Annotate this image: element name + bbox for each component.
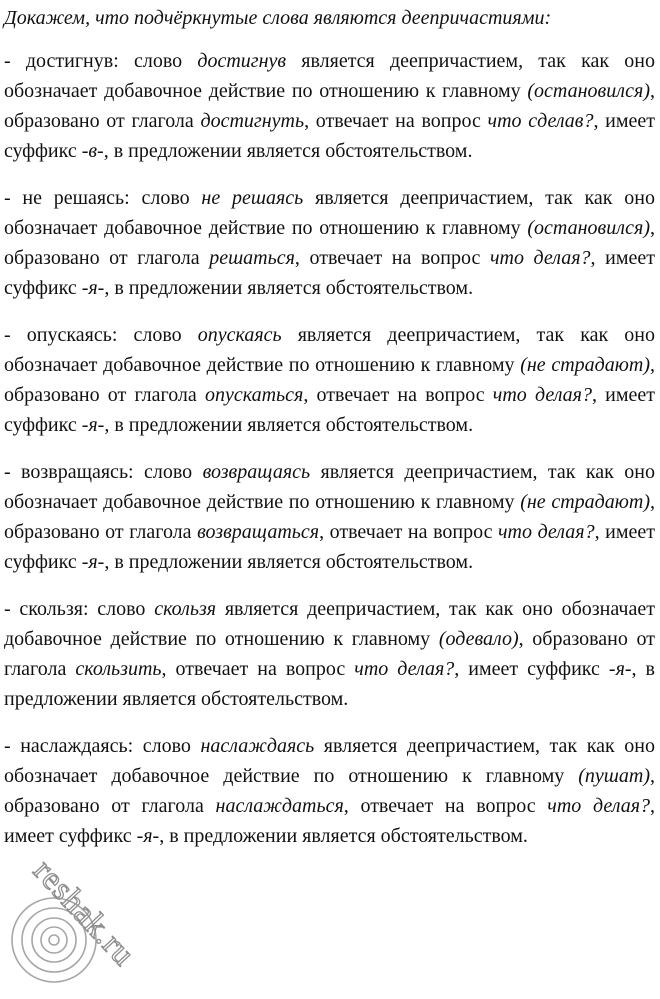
text-run: , имеет суффикс [4,521,655,573]
text-run: , отвечает на вопрос [161,658,355,680]
text-run: - опускаясь: слово [4,324,198,346]
text-run: - скользя: слово [4,598,155,620]
italic-term: наслаждаться [215,795,344,817]
italic-term: -я- [81,551,105,573]
italic-term: (не страдают) [520,491,650,513]
italic-term: (не страдают) [520,354,650,376]
text-run: , в предложении является обстоятельством. [159,825,528,847]
text-run: , имеет суффикс [4,795,655,847]
italic-term: достигнув [197,50,287,72]
italic-term: что делая? [547,795,650,817]
text-run: , отвечает на вопрос [343,795,548,817]
text-run: является деепричастием, так как оно обозначает добавочное действие по отношению к главному [4,50,655,102]
paragraph-2 [4,183,655,303]
italic-term: -я- [136,825,160,847]
italic-term: наслаждаясь [200,735,315,757]
text-run: , отвечает на вопрос [304,110,488,132]
text-run: , в предложении является обстоятельством. [104,277,474,299]
italic-term: решаться [209,247,295,269]
text-run: - возвращаясь: слово [4,461,203,483]
text-run: , образовано от глагола [4,765,655,817]
text-run: , в предложении является обстоятельством. [103,140,473,162]
text-run: - наслаждаясь: слово [4,735,201,757]
italic-term: скользя [154,598,217,620]
italic-term: не решаясь [201,187,304,209]
italic-term: (пушат) [578,765,650,787]
italic-term: -в- [81,140,104,162]
text-run: , образовано от глагола [4,80,655,132]
text-run: , имеет суффикс [4,384,656,436]
text-run: , отвечает на вопрос [294,247,490,269]
paragraph-list [4,46,655,851]
text-run: , отвечает на вопрос [319,521,499,543]
italic-term: -я- [81,414,105,436]
italic-term: скользить [75,658,162,680]
text-run: , имеет суффикс [4,247,655,299]
text-run: , образовано от глагола [4,628,655,680]
italic-term: возвращаться [197,521,320,543]
watermark-rings-icon [12,898,96,982]
italic-term: опускаясь [197,324,282,346]
text-run: является деепричастием, так как оно обозначает добавочное действие по отношению к главному [4,324,655,376]
text-run: , в предложении является обстоятельством. [4,658,656,710]
italic-term: опускаться [204,384,304,406]
italic-term: что делая? [498,521,595,543]
italic-term: (остановился) [527,80,650,102]
text-run: - достигнув: слово [4,50,198,72]
intro-line: Докажем, что подчёркнутые слова являются деепричастиями: [4,7,552,29]
text-run: - не решаясь: слово [4,187,202,209]
text-run: , в предложении является обстоятельством. [104,414,474,436]
watermark-reshak [0,836,170,999]
paragraph-6 [4,731,655,851]
italic-term: (одевало) [438,628,519,650]
text-run: , в предложении является обстоятельством. [104,551,474,573]
text-run: , образовано от глагола [4,354,655,406]
text-run: является деепричастием, так как оно обозначает добавочное действие по отношению к главному [4,598,655,650]
italic-term: что сделав? [487,110,594,132]
italic-term: что делая? [354,658,455,680]
text-run: , имеет суффикс [4,110,656,162]
text-run: , образовано от глагола [4,217,655,269]
paragraph-5 [4,594,655,714]
italic-term: (остановился) [527,217,650,239]
paragraph-3 [4,320,655,440]
text-run: , отвечает на вопрос [303,384,493,406]
italic-term: что делая? [492,384,592,406]
italic-term: -я- [81,277,105,299]
text-run: , образовано от глагола [4,491,655,543]
italic-term: достигнуть [200,110,305,132]
text-run: , имеет суффикс [454,658,609,680]
text-run: является деепричастием, так как оно обозначает добавочное действие по отношению к главному [4,735,655,787]
italic-term: -я- [608,658,632,680]
italic-term: что делая? [489,247,591,269]
italic-term: возвращаясь [202,461,311,483]
paragraph-4 [4,457,655,577]
watermark-text: reshak.ru [26,852,142,974]
paragraph-1 [4,46,655,166]
text-run: является деепричастием, так как оно обозначает добавочное действие по отношению к главному [4,187,655,239]
text-run: является деепричастием, так как оно обозначает добавочное действие по отношению к главному [4,461,655,513]
